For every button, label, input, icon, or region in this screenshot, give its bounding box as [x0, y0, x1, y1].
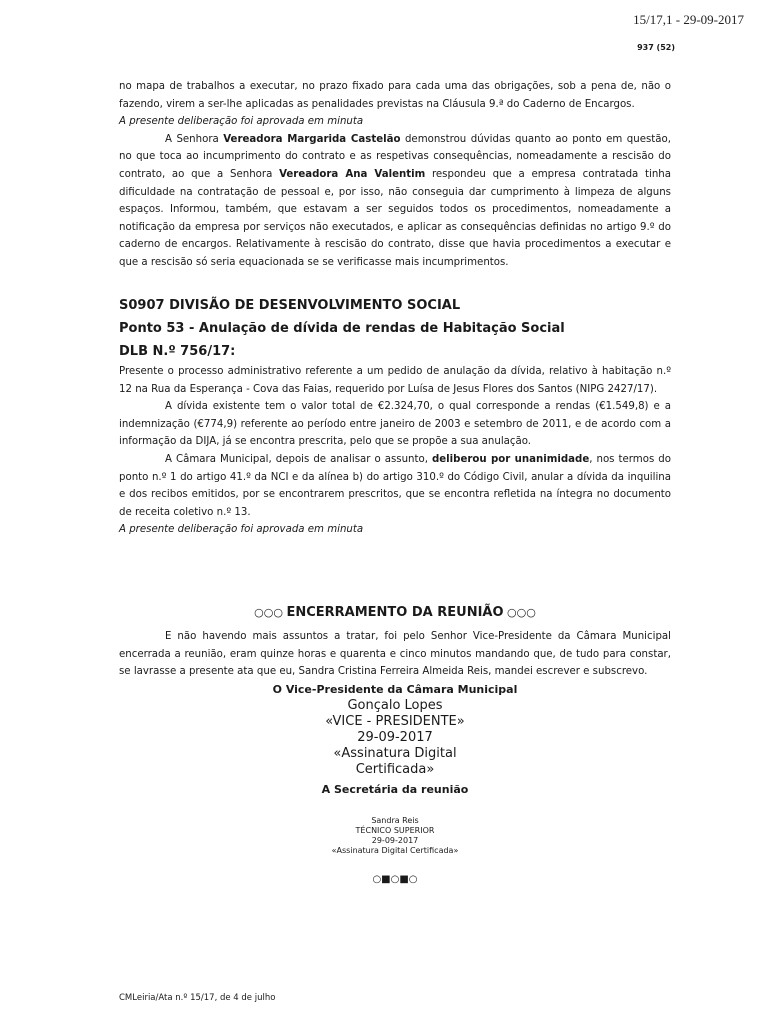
signature-date: 29-09-2017	[357, 730, 433, 745]
deliberation-number: DLB N.º 756/17:	[119, 344, 236, 359]
top-section	[119, 78, 671, 272]
councillor-name: Vereadora Ana Valentim	[279, 168, 426, 180]
section-heading: S0907 DIVISÃO DE DESENVOLVIMENTO SOCIAL	[119, 298, 461, 313]
councillor-name: Vereadora Margarida Castelão	[223, 133, 401, 145]
vice-president-signature	[119, 682, 671, 778]
paragraph: A Câmara Municipal, depois de analisar o assunto, deliberou por unanimidade, nos termos do ponto n.º 1 do artigo 41.º da NCI e da alínea b) do artigo 310.º do Código Civil, anular a dívida da inquilina e dos recibos emitidos, por se encontrarem prescritos, que se encontra refletida na íntegra no documento de receita coletivo n.º 13.	[119, 453, 671, 518]
signer-role: «VICE - PRESIDENTE»	[325, 714, 465, 729]
footer: CMLeiria/Ata n.º 15/17, de 4 de julho	[119, 993, 276, 1003]
minute-note: A presente deliberação foi aprovada em minuta	[119, 524, 364, 536]
signer-name: Gonçalo Lopes	[347, 698, 443, 713]
social-development-section	[119, 294, 671, 539]
signature-title: O Vice-Presidente da Câmara Municipal	[272, 683, 518, 696]
closing-heading: ○○○ ENCERRAMENTO DA REUNIÃO ○○○	[254, 605, 536, 620]
signer-role: TÉCNICO SUPERIOR	[355, 826, 435, 835]
paragraph: A Senhora Vereadora Margarida Castelão demonstrou dúvidas quanto ao ponto em questão, no que toca ao incumprimento do contrato e as respetivas consequências, nomeadamente a rescisão do contrato, ao que a Senhora Vereadora Ana Valentim respondeu que a empresa contratada tinha dificuldade na contratação de pessoal e, por isso, não conseguia dar cumprimento à limpeza de alguns espaços. Informou, também, que estavam a ser seguidos todos os procedimentos, nomeadamente a notificação da empresa por serviços não executados, e aplicar as consequências definidas no artigo 9.º do caderno de encargos. Relativamente à rescisão do contrato, disse que havia procedimentos a executar e que a rescisão só seria equacionada se se verificasse mais incumprimentos.	[119, 133, 671, 268]
secretary-signature	[119, 782, 671, 856]
paragraph: A dívida existente tem o valor total de €2.324,70, o qual corresponde a rendas (€1.549,8) e a indemnização (€774,9) referente ao período entre janeiro de 2003 e setembro de 2011, e de acordo com a informação da DIJA, já se encontra prescrita, pelo que se propõe a sua anulação.	[119, 401, 671, 448]
minute-note: A presente deliberação foi aprovada em minuta	[119, 116, 364, 128]
digital-signature: «Assinatura Digital	[333, 746, 457, 761]
end-mark: ○■○■○	[372, 874, 418, 885]
paragraph: Presente o processo administrativo referente a um pedido de anulação da dívida, relativo à habitação n.º 12 na Rua da Esperança - Cova das Faias, requerido por Luísa de Jesus Flores dos Santos (NIPG 2427/17).	[119, 366, 671, 395]
signature-date: 29-09-2017	[371, 836, 419, 845]
digital-signature: Certificada»	[355, 762, 435, 777]
document-stamp: 15/17,1 - 29-09-2017	[633, 12, 744, 27]
closing-paragraph: E não havendo mais assuntos a tratar, foi pelo Senhor Vice-Presidente da Câmara Municipal encerrada a reunião, eram quinze horas e quarenta e cinco minutos mandando que, de tudo para constar, se lavrasse a presente ata que eu, Sandra Cristina Ferreira Almeida Reis, mandei escrever e subscrevo.	[119, 631, 671, 678]
signer-name: Sandra Reis	[371, 816, 419, 825]
digital-signature: «Assinatura Digital Certificada»	[331, 846, 459, 855]
item-heading: Ponto 53 - Anulação de dívida de rendas de Habitação Social	[119, 321, 565, 336]
page-number: 937 (52)	[637, 43, 675, 52]
signature-title: A Secretária da reunião	[321, 783, 469, 796]
unanimous-decision: deliberou por unanimidade	[431, 453, 590, 465]
paragraph: no mapa de trabalhos a executar, no prazo fixado para cada uma das obrigações, sob a pena de, não o fazendo, virem a ser-lhe aplicadas as penalidades previstas na Cláusula 9.ª do Caderno de Encargos.	[119, 81, 671, 110]
